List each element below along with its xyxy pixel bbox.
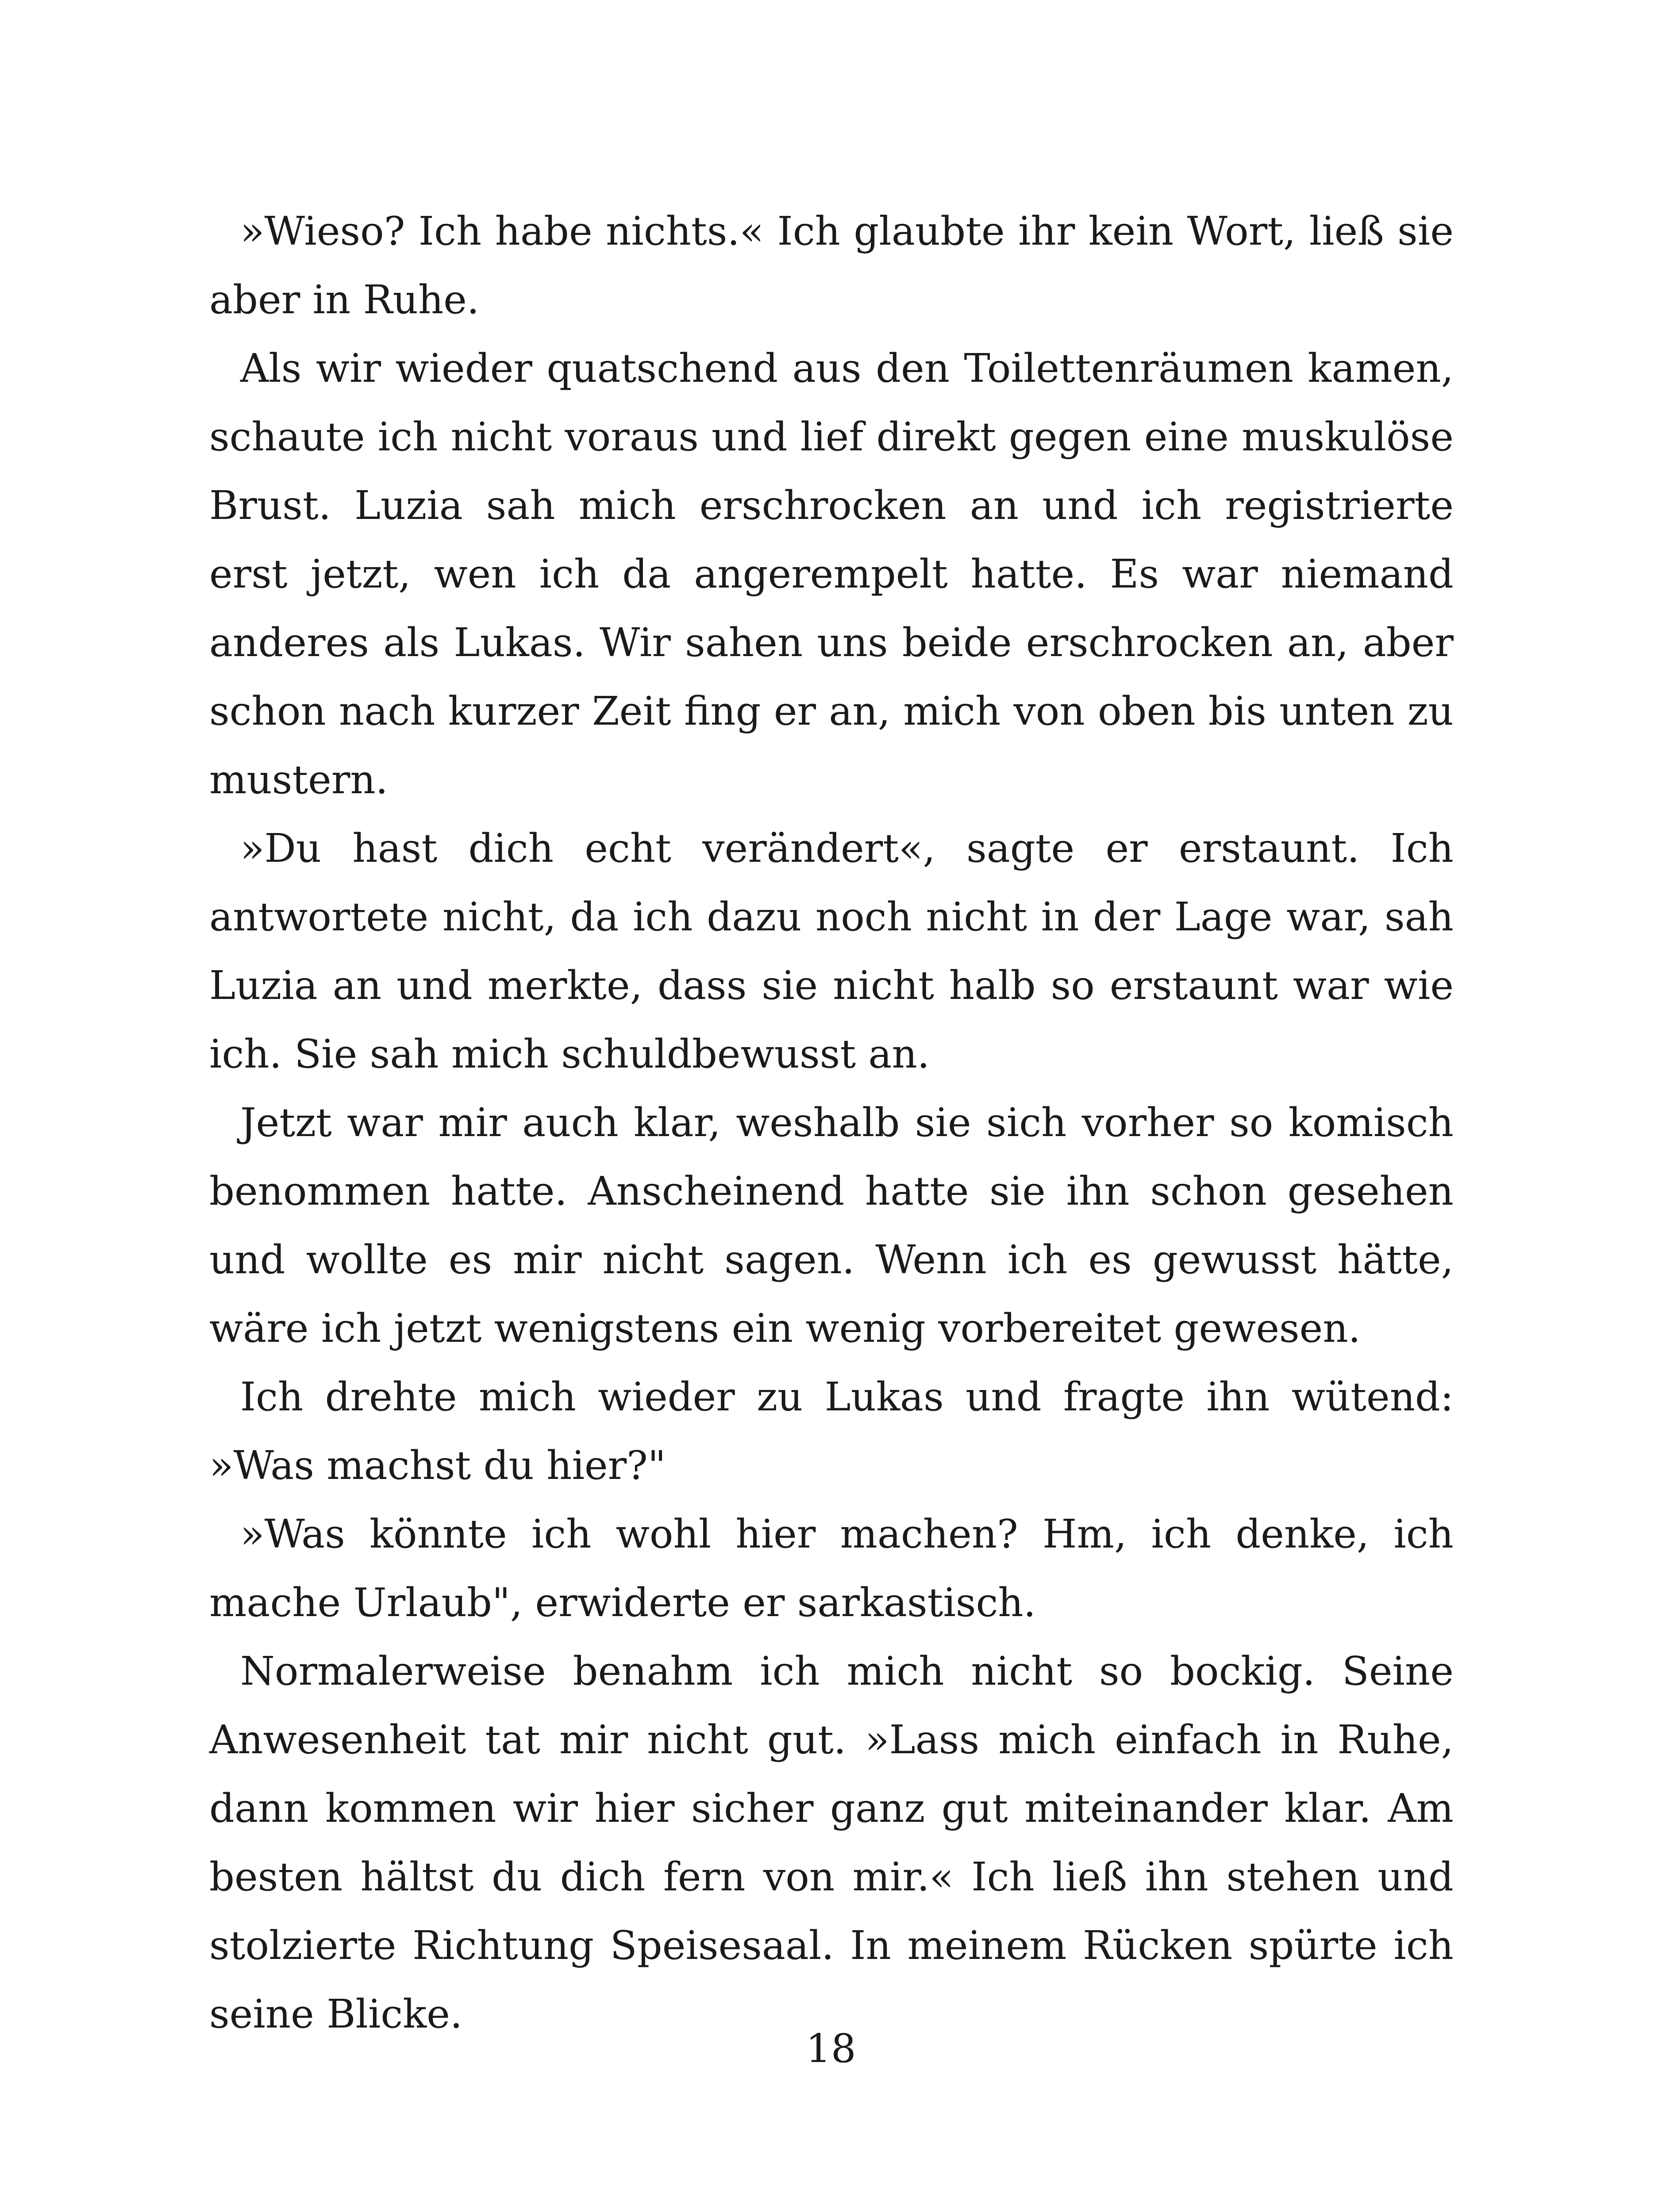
page-number: 18 (806, 2025, 856, 2071)
paragraph-2: Als wir wieder quatschend aus den Toilettenräumen kamen, schaute ich nicht voraus und lief direkt gegen eine muskulöse Brust. Luzia sah mich erschrocken an und ich registrierte erst jetzt, wen ich da angerempelt hatte. Es war niemand anderes als Lukas. Wir sahen uns beide erschrocken an, aber schon nach kurzer Zeit fing er an, mich von oben bis unten zu mustern. (209, 345, 1454, 803)
body-text (209, 197, 1454, 2048)
paragraph-1: »Wieso? Ich habe nichts.« Ich glaubte ihr kein Wort, ließ sie aber in Ruhe. (209, 208, 1454, 323)
paragraph-6: »Was könnte ich wohl hier machen? Hm, ich denke, ich mache Urlaub", erwiderte er sarkastisch. (209, 1511, 1454, 1625)
paragraph-7: Normalerweise benahm ich mich nicht so bockig. Seine Anwesenheit tat mir nicht gut. »Lass mich einfach in Ruhe, dann kommen wir hier sicher ganz gut miteinander klar. Am besten hältst du dich fern von mir.« Ich ließ ihn stehen und stolzierte Richtung Speisesaal. In meinem Rücken spürte ich seine Blicke. (209, 1648, 1454, 2037)
paragraph-4: Jetzt war mir auch klar, weshalb sie sich vorher so komisch benommen hatte. Anscheinend hatte sie ihn schon gesehen und wollte es mir nicht sagen. Wenn ich es gewusst hätte, wäre ich jetzt wenigstens ein wenig vorbereitet gewesen. (209, 1099, 1454, 1351)
paragraph-5: Ich drehte mich wieder zu Lukas und fragte ihn wütend: »Was machst du hier?" (209, 1374, 1454, 1488)
paragraph-3: »Du hast dich echt verändert«, sagte er erstaunt. Ich antwortete nicht, da ich dazu noch nicht in der Lage war, sah Luzia an und merkte, dass sie nicht halb so erstaunt war wie ich. Sie sah mich schuldbewusst an. (209, 825, 1454, 1077)
